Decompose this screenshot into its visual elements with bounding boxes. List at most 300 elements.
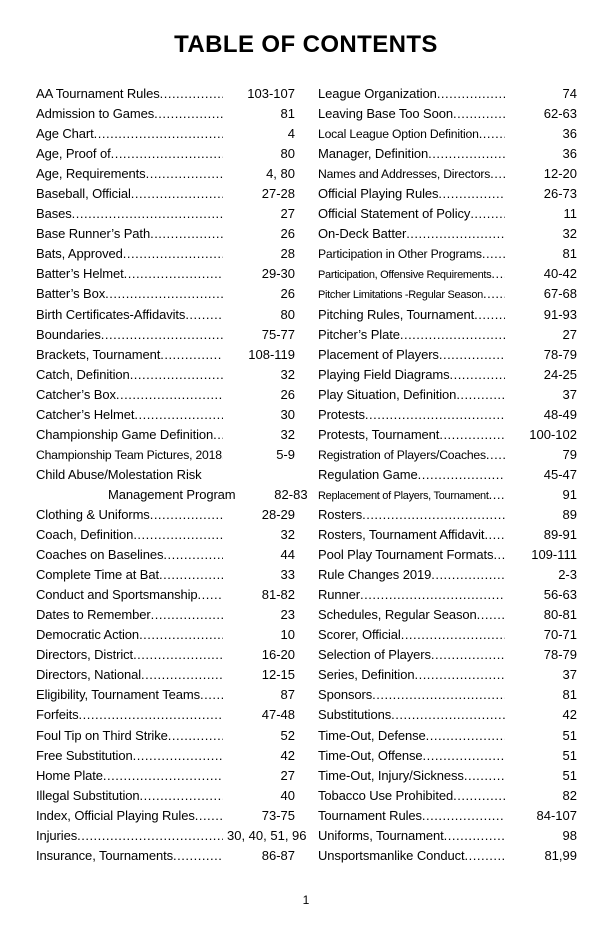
toc-entry-label: Uniforms, Tournament — [318, 827, 444, 843]
dot-leader — [150, 505, 223, 525]
toc-entry — [36, 645, 295, 665]
toc-entry-pages: 62-63 — [543, 106, 577, 122]
toc-entry — [36, 184, 295, 204]
toc-entry-label: Catcher’s Box — [36, 386, 116, 402]
toc-entry-label: Dates to Remember — [36, 607, 151, 623]
toc-entry-pages: 27 — [280, 767, 295, 783]
toc-entry-pages: 2-3 — [558, 567, 577, 583]
toc-entry-pages: 33 — [280, 567, 295, 583]
toc-entry-pages: 11 — [563, 206, 577, 222]
dot-leader — [449, 365, 505, 385]
toc-entry — [36, 425, 295, 445]
toc-entry-pages: 26 — [280, 386, 295, 402]
dot-leader — [150, 224, 223, 244]
toc-entry — [318, 345, 577, 365]
toc-entry — [36, 505, 295, 525]
toc-entry — [318, 104, 577, 124]
toc-entry-pages: 81-82 — [261, 587, 295, 603]
toc-entry-pages: 40 — [280, 787, 295, 803]
toc-entry-label: Insurance, Tournaments — [36, 847, 174, 863]
toc-entry-pages: 30 — [280, 406, 295, 422]
toc-entry-label: Forfeits — [36, 707, 79, 723]
dot-leader — [141, 665, 223, 685]
toc-entry-label: Runner — [318, 587, 361, 603]
toc-entry-pages: 78-79 — [543, 647, 577, 663]
toc-entry-pages: 78-79 — [543, 346, 577, 362]
toc-entry-label: Schedules, Regular Season — [318, 607, 477, 623]
toc-entry-label: Leaving Base Too Soon — [318, 106, 453, 122]
toc-entry — [318, 665, 577, 685]
dot-leader — [72, 204, 223, 224]
toc-entry — [36, 445, 295, 465]
toc-entry — [36, 284, 295, 304]
toc-entry-pages: 48-49 — [543, 406, 577, 422]
dot-leader — [444, 826, 505, 846]
toc-entry — [318, 244, 577, 264]
toc-entry — [36, 204, 295, 224]
dot-leader — [362, 505, 505, 525]
dot-leader — [456, 385, 505, 405]
toc-entry-label: Protests — [318, 406, 365, 422]
toc-entry-pages: 98 — [562, 827, 577, 843]
toc-entry-pages: 108-119 — [248, 346, 295, 362]
toc-entry — [318, 766, 577, 786]
toc-entry-label: Official Playing Rules — [318, 186, 439, 202]
dot-leader — [124, 264, 223, 284]
toc-entry-pages: 37 — [562, 386, 577, 402]
toc-entry-label: Pool Play Tournament Formats — [318, 547, 494, 563]
page-title: TABLE OF CONTENTS — [174, 31, 438, 58]
toc-entry — [36, 405, 295, 425]
toc-entry-label: Protests, Tournament — [318, 426, 440, 442]
toc-entry-label: Time-Out, Injury/Sickness — [318, 767, 464, 783]
toc-entry-label: Catch, Definition — [36, 366, 130, 382]
toc-entry — [318, 605, 577, 625]
toc-entry-pages: 51 — [562, 747, 577, 763]
toc-entry — [318, 685, 577, 705]
dot-leader — [159, 565, 223, 585]
toc-entry-pages: 32 — [280, 527, 295, 543]
toc-entry-label: Conduct and Sportsmanship — [36, 587, 198, 603]
dot-leader — [133, 746, 223, 766]
dot-leader — [431, 645, 505, 665]
toc-entry-label: Injuries — [36, 827, 78, 843]
toc-entry — [318, 365, 577, 385]
toc-entry-pages: 37 — [562, 667, 577, 683]
toc-entry — [36, 826, 307, 846]
toc-entry-pages: 84-107 — [536, 807, 577, 823]
dot-leader — [414, 665, 505, 685]
toc-entry-pages: 5-9 — [276, 446, 295, 462]
dot-leader — [439, 345, 505, 365]
toc-entry-label: Participation, Offensive Requirements — [318, 269, 492, 282]
toc-entry-pages: 67-68 — [543, 286, 577, 302]
toc-entry-label: Base Runner’s Path — [36, 226, 151, 242]
toc-entry-pages: 73-75 — [261, 807, 295, 823]
toc-entry — [318, 505, 577, 525]
toc-entry — [36, 84, 295, 104]
toc-entry — [36, 685, 295, 705]
toc-entry-label: Illegal Substitution — [36, 787, 140, 803]
dot-leader — [77, 826, 223, 846]
dot-leader — [426, 726, 505, 746]
toc-entry-label: Playing Field Diagrams — [318, 366, 450, 382]
dot-leader — [213, 425, 223, 445]
dot-leader — [493, 545, 505, 565]
toc-entry — [36, 726, 295, 746]
toc-entry-pages: 81 — [280, 106, 295, 122]
toc-entry — [318, 224, 577, 244]
dot-leader — [422, 806, 505, 826]
toc-entry-label: Foul Tip on Third Strike — [36, 727, 168, 743]
dot-leader — [491, 264, 505, 284]
toc-entry-pages: 82 — [562, 787, 577, 803]
toc-entry — [36, 325, 295, 345]
toc-entry — [36, 244, 295, 264]
toc-entry-label: Tobacco Use Prohibited — [318, 787, 454, 803]
toc-entry — [36, 605, 295, 625]
toc-entry — [318, 565, 577, 585]
dot-leader — [484, 525, 505, 545]
toc-entry — [318, 726, 577, 746]
toc-entry-label: Clothing & Uniforms — [36, 506, 150, 522]
toc-entry-label: Unsportsmanlike Conduct — [318, 847, 465, 863]
toc-entry-pages: 100-102 — [529, 426, 577, 442]
toc-entry-pages: 4 — [287, 126, 295, 142]
toc-entry-label: Play Situation, Definition — [318, 386, 457, 402]
toc-entry — [318, 204, 577, 224]
toc-entry-pages: 24-25 — [543, 366, 577, 382]
dot-leader — [94, 124, 223, 144]
toc-entry-label: Democratic Action — [36, 627, 140, 643]
dot-leader — [133, 645, 223, 665]
toc-entry-pages: 81 — [562, 246, 577, 262]
dot-leader — [477, 605, 505, 625]
toc-entry-label: Regulation Game — [318, 466, 418, 482]
toc-entry — [36, 164, 295, 184]
toc-entry-pages: 40-42 — [543, 266, 577, 282]
toc-entry-pages: 75-77 — [261, 326, 295, 342]
toc-entry — [318, 465, 577, 485]
toc-entry — [318, 284, 577, 304]
dot-leader — [423, 746, 505, 766]
toc-entry-pages: 32 — [562, 226, 577, 242]
toc-entry-label: Boundaries — [36, 326, 101, 342]
toc-entry-pages: 32 — [280, 366, 295, 382]
toc-entry — [318, 184, 577, 204]
toc-entry-label: League Organization — [318, 86, 437, 101]
toc-entry-label: Batter’s Box — [36, 286, 106, 302]
toc-entry-label: Rosters — [318, 506, 363, 522]
dot-leader — [134, 405, 223, 425]
dot-leader — [79, 705, 223, 725]
toc-entry-label: Coaches on Baselines — [36, 547, 164, 563]
toc-entry-label: Championship Team Pictures, 2018 — [36, 447, 222, 462]
dot-leader — [198, 585, 223, 605]
dot-leader — [372, 685, 505, 705]
dot-leader — [160, 84, 223, 104]
toc-entry-pages: 10 — [280, 627, 295, 643]
toc-entry-label: Rosters, Tournament Affidavit — [318, 527, 485, 543]
toc-entry-label: Replacement of Players, Tournament — [318, 489, 489, 502]
toc-entry — [36, 104, 295, 124]
dot-leader — [489, 485, 505, 505]
toc-entry-pages: 45-47 — [543, 466, 577, 482]
toc-entry-pages: 23 — [280, 607, 295, 623]
dot-leader — [195, 806, 223, 826]
toc-entry-pages: 51 — [562, 727, 577, 743]
toc-entry — [318, 625, 577, 645]
dot-leader — [437, 84, 505, 104]
toc-entry — [36, 465, 295, 485]
toc-entry — [36, 264, 295, 284]
toc-entry — [36, 585, 295, 605]
toc-entry-pages: 47-48 — [261, 707, 295, 723]
toc-entry — [36, 806, 295, 826]
toc-entry-pages: 103-107 — [247, 86, 295, 101]
toc-entry-pages: 70-71 — [543, 627, 577, 643]
toc-entry-label: Sponsors — [318, 687, 373, 703]
toc-entry — [318, 525, 577, 545]
dot-leader — [406, 224, 505, 244]
toc-entry-label: Championship Game Definition — [36, 426, 214, 442]
toc-entry — [318, 264, 577, 284]
toc-entry-label: Placement of Players — [318, 346, 439, 362]
toc-entry — [36, 625, 295, 645]
dot-leader — [160, 345, 223, 365]
toc-entry-label: Free Substitution — [36, 747, 133, 763]
toc-entry-pages: 26 — [280, 286, 295, 302]
toc-entry-label: Selection of Players — [318, 647, 431, 663]
toc-entry-pages: 89-91 — [543, 527, 577, 543]
toc-entry-label: Home Plate — [36, 767, 103, 783]
toc-entry-label: Time-Out, Defense — [318, 727, 426, 743]
dot-leader — [151, 605, 223, 625]
toc-entry-label: Time-Out, Offense — [318, 747, 423, 763]
toc-entry-pages: 86-87 — [261, 847, 295, 863]
toc-entry-label: Birth Certificates-Affidavits — [36, 306, 186, 322]
toc-entry-label: Brackets, Tournament — [36, 346, 161, 362]
toc-entry — [36, 846, 295, 866]
toc-entry — [36, 365, 295, 385]
toc-entry — [36, 305, 295, 325]
toc-entry-pages: 42 — [280, 747, 295, 763]
toc-entry-pages: 109-111 — [531, 547, 577, 563]
toc-entry — [318, 645, 577, 665]
dot-leader — [116, 385, 223, 405]
dot-leader — [123, 244, 223, 264]
toc-entry-pages: 51 — [562, 767, 577, 783]
dot-leader — [130, 365, 223, 385]
toc-entry-label: Substitutions — [318, 707, 392, 723]
toc-entry-pages: 44 — [280, 547, 295, 563]
toc-entry-label: Tournament Rules — [318, 807, 422, 823]
toc-entry — [36, 385, 295, 405]
page-number: 1 — [302, 893, 310, 907]
dot-leader — [111, 144, 223, 164]
toc-entry-pages: 30, 40, 51, 96 — [227, 827, 307, 843]
dot-leader — [438, 184, 505, 204]
toc-entry — [318, 485, 577, 505]
dot-leader — [465, 846, 505, 866]
toc-column-left — [36, 84, 308, 866]
dot-leader — [103, 766, 223, 786]
dot-leader — [400, 325, 505, 345]
dot-leader — [139, 625, 223, 645]
toc-entry — [318, 164, 577, 184]
dot-leader — [482, 244, 505, 264]
dot-leader — [154, 104, 223, 124]
dot-leader — [431, 565, 505, 585]
toc-entry-pages: 27 — [562, 326, 577, 342]
toc-entry — [36, 665, 295, 685]
toc-entry — [318, 84, 577, 104]
toc-entry — [318, 425, 577, 445]
dot-leader — [131, 184, 223, 204]
toc-entry — [36, 565, 295, 585]
toc-entry-label: On-Deck Batter — [318, 226, 407, 242]
toc-entry-pages: 80 — [280, 306, 295, 322]
toc-entry-label: Index, Official Playing Rules — [36, 807, 195, 823]
toc-entry-pages: 36 — [562, 146, 577, 162]
toc-entry — [36, 525, 295, 545]
toc-entry — [36, 746, 295, 766]
dot-leader — [168, 726, 223, 746]
toc-entry-pages: 91 — [562, 486, 577, 502]
toc-entry-label: Catcher’s Helmet — [36, 406, 135, 422]
toc-entry-label: Rule Changes 2019 — [318, 567, 432, 583]
toc-entry-label: Local League Option Definition — [318, 127, 479, 142]
toc-entry-pages: 32 — [280, 426, 295, 442]
toc-entry-pages: 29-30 — [261, 266, 295, 282]
toc-entry-label: Directors, National — [36, 667, 142, 683]
dot-leader — [140, 786, 223, 806]
toc-entry-pages: 28 — [280, 246, 295, 262]
toc-entry-label: Age, Proof of — [36, 146, 111, 162]
toc-entry — [36, 224, 295, 244]
toc-entry-label: Participation in Other Programs — [318, 247, 482, 262]
toc-columns — [36, 84, 577, 866]
dot-leader — [453, 786, 505, 806]
dot-leader — [453, 104, 505, 124]
toc-entry-pages: 12-20 — [543, 166, 577, 182]
dot-leader — [391, 705, 505, 725]
dot-leader — [479, 124, 505, 144]
toc-entry-label: Pitcher Limitations -Regular Season — [318, 289, 483, 302]
toc-entry-pages: 89 — [562, 506, 577, 522]
toc-entry — [318, 325, 577, 345]
dot-leader — [360, 585, 505, 605]
toc-entry-label: Official Statement of Policy — [318, 206, 471, 222]
toc-entry — [36, 124, 295, 144]
toc-entry-label: Management Program — [108, 486, 236, 502]
toc-entry — [318, 385, 577, 405]
dot-leader — [200, 685, 223, 705]
toc-entry-label: Baseball, Official — [36, 186, 131, 202]
dot-leader — [490, 164, 505, 184]
toc-entry — [318, 826, 577, 846]
dot-leader — [470, 204, 505, 224]
toc-entry-label: Child Abuse/Molestation Risk — [36, 466, 202, 482]
toc-entry — [318, 405, 577, 425]
toc-entry-label: Batter’s Helmet — [36, 266, 124, 282]
toc-entry — [318, 705, 577, 725]
dot-leader — [486, 445, 505, 465]
dot-leader — [401, 625, 505, 645]
toc-entry — [36, 144, 295, 164]
toc-entry — [318, 746, 577, 766]
toc-entry-pages: 26 — [280, 226, 295, 242]
toc-entry — [36, 345, 295, 365]
toc-entry — [318, 786, 577, 806]
toc-entry — [318, 305, 577, 325]
dot-leader — [483, 284, 505, 304]
toc-entry-pages: 80-81 — [543, 607, 577, 623]
toc-entry-label: Series, Definition — [318, 667, 415, 683]
toc-entry-pages: 26-73 — [543, 186, 577, 202]
dot-leader — [105, 284, 223, 304]
toc-entry-label: Eligibility, Tournament Teams — [36, 687, 201, 703]
toc-entry-pages: 91-93 — [543, 306, 577, 322]
toc-entry — [36, 766, 295, 786]
dot-leader — [185, 305, 223, 325]
toc-entry-label: Admission to Games — [36, 106, 155, 122]
toc-entry-pages: 74 — [562, 86, 577, 101]
dot-leader — [428, 144, 505, 164]
toc-entry-pages: 27 — [280, 206, 295, 222]
dot-leader — [439, 425, 505, 445]
toc-entry-pages: 79 — [562, 446, 577, 462]
dot-leader — [173, 846, 223, 866]
toc-entry — [318, 846, 577, 866]
toc-entry — [318, 124, 577, 144]
toc-entry-pages: 4, 80 — [266, 166, 295, 182]
toc-entry-pages: 81 — [562, 687, 577, 703]
toc-entry-label: Scorer, Official — [318, 627, 401, 643]
dot-leader — [163, 545, 223, 565]
toc-entry — [36, 545, 295, 565]
dot-leader — [101, 325, 223, 345]
toc-entry-label: Pitching Rules, Tournament — [318, 306, 475, 322]
toc-entry — [36, 485, 308, 505]
toc-entry-pages: 28-29 — [261, 506, 295, 522]
toc-entry-label: Bats, Approved — [36, 246, 123, 262]
dot-leader — [146, 164, 223, 184]
toc-entry-pages: 42 — [562, 707, 577, 723]
toc-entry — [318, 806, 577, 826]
toc-entry-pages: 52 — [280, 727, 295, 743]
toc-entry — [318, 445, 577, 465]
toc-entry-pages: 56-63 — [543, 587, 577, 603]
toc-entry — [36, 786, 295, 806]
toc-entry-label: Age Chart — [36, 126, 94, 142]
toc-entry — [36, 705, 295, 725]
toc-entry-label: Registration of Players/Coaches — [318, 447, 486, 462]
toc-entry-label: Coach, Definition — [36, 527, 134, 543]
toc-entry-label: Names and Addresses, Directors — [318, 167, 491, 182]
toc-entry-label: AA Tournament Rules — [36, 86, 160, 101]
toc-entry-label: Directors, District — [36, 647, 134, 663]
toc-entry — [318, 545, 577, 565]
toc-entry-pages: 16-20 — [261, 647, 295, 663]
toc-entry-label: Age, Requirements — [36, 166, 146, 182]
toc-entry-pages: 80 — [280, 146, 295, 162]
dot-leader — [464, 766, 505, 786]
toc-entry-pages: 27-28 — [261, 186, 295, 202]
toc-entry-label: Manager, Definition — [318, 146, 429, 162]
toc-entry-label: Complete Time at Bat — [36, 567, 159, 583]
toc-entry — [318, 585, 577, 605]
